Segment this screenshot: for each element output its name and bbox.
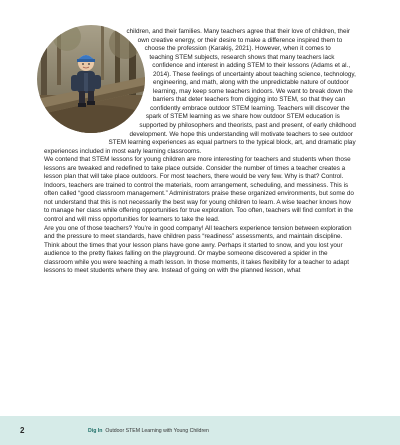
photo-illustration [37,25,145,133]
child-outdoors-photo [37,25,145,133]
running-title-subtitle: Outdoor STEM Learning with Young Children [105,427,209,434]
body-text [44,28,356,276]
paragraph-1: children, and their families. Many teachers agree that their love of children, their own creative energy, or their desire to make a difference inspired them to choose the profession (Karakiş, 2021). However, when it comes to teaching STEM subjects, research shows that many teachers lack confidence and interest in adding STEM to their lessons (Adams et al., 2014). These feelings of uncertainty about teaching science, technology, engineering, and math, along with the unpredictable nature of outdoor learning, may keep some teachers indoors. We want to break down the barriers that deter teachers from digging into STEM, so that they can confidently embrace outdoor STEM learning. Teachers will discover the spark of STEM learning as we share how outdoor STEM education is supported by philosophers and theorists, past and present, of early childhood development. We hope this understanding will motivate teachers to see outdoor STEM learning experiences as equal partners to the typical block, art, and dramatic play experiences included in most early learning classrooms. [44,28,356,155]
photo-wrap [37,25,151,141]
page-footer [0,416,400,445]
paragraph-2: We contend that STEM lessons for young children are more interesting for teachers and students when those lessons are tweaked and redefined to take place outside. Consider the number of times a teacher creates a lesson plan that will take place outdoors. For most teachers, there would be very few. Why is that? Control. Indoors, teachers are trained to control the materials, room arrangement, scheduling, and messiness. This is often called “good classroom management.” Administrators praise these organized environments, but some do not understand that this is not necessarily the best way for young children to learn. A wise teacher knows how to manage her class while offering opportunities for true exploration. Too often, teachers will find comfort in the control and will miss opportunities for learners to take the lead. [44,156,354,224]
running-title-short: Dig In [88,427,103,434]
page-number: 2 [20,426,25,435]
paragraph-3: Are you one of those teachers? You’re in good company! All teachers experience tension between exploration and the pressure to meet standards, have children pass “readiness” assessments, and maintain discipline. Think about the times that your lesson plans have gone awry. Perhaps it started to snow, and you lost your audience to the pretty flakes falling on the playground. Or maybe someone discovered a spider in the classroom while you were teaching a math lesson. In those moments, it takes flexibility for a teacher to adapt lessons to meet students where they are. Instead of going on with the planned lesson, what [44,224,352,275]
running-title [88,416,209,445]
